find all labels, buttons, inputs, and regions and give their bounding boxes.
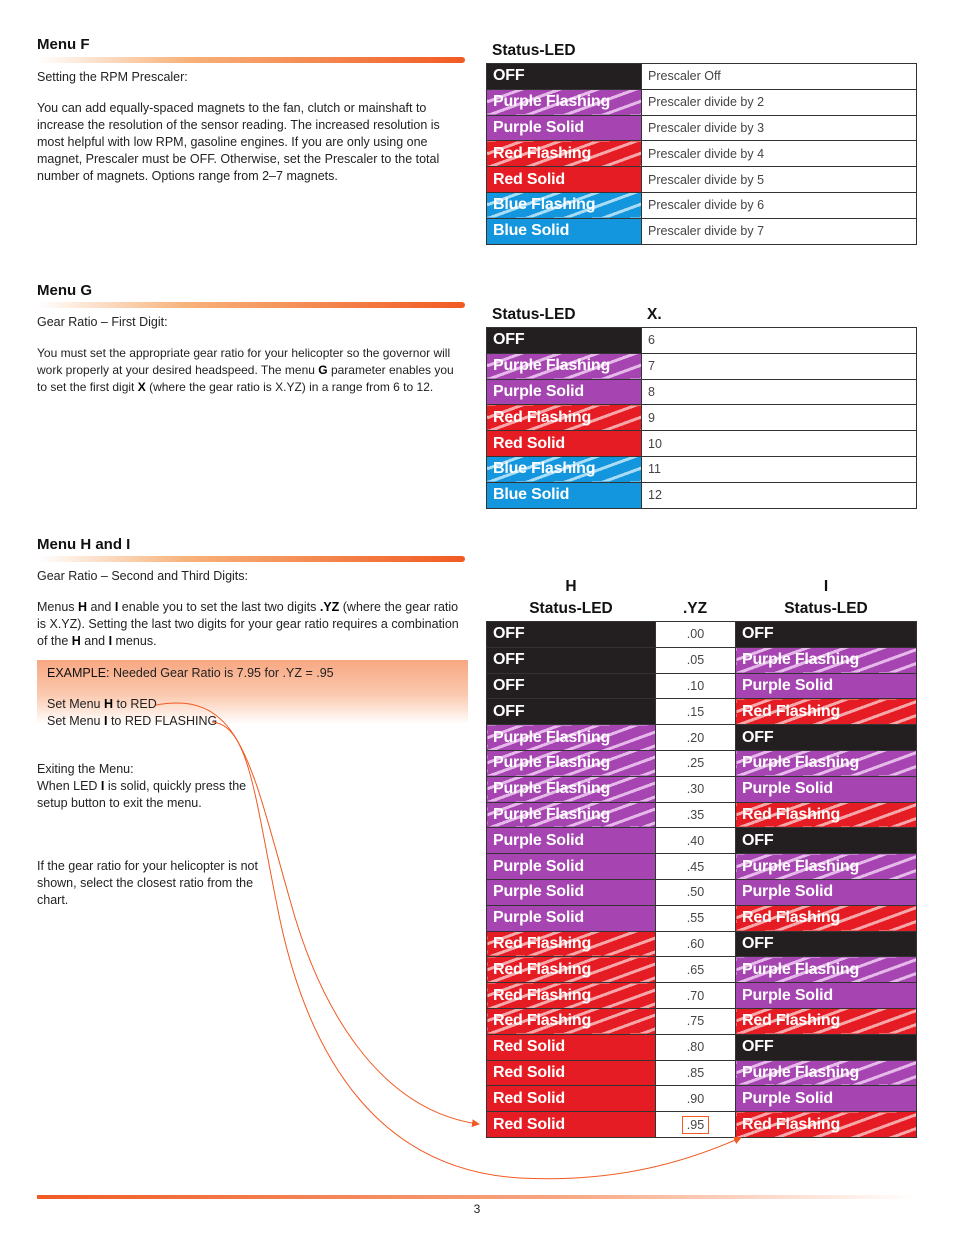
yz-value: .05	[686, 653, 705, 668]
menu-g-table-header-x: X.	[647, 306, 662, 323]
set-menu-i-b: I	[103, 714, 108, 728]
menu-hi-body-b5: I	[108, 634, 113, 648]
set-menu-h-t2: to RED	[113, 697, 157, 711]
first-digit-value-cell: 7	[642, 353, 917, 379]
menu-hi-subtitle: Gear Ratio – Second and Third Digits:	[37, 569, 248, 583]
h-led-cell: Red Flashing	[487, 931, 656, 957]
first-digit-led-cell: Red Solid	[487, 431, 642, 457]
yz-value: .55	[686, 911, 705, 926]
menu-hi-body-t1: Menus	[37, 600, 78, 614]
menu-hi-body-t6: menus.	[112, 634, 157, 648]
set-menu-h-b: H	[103, 697, 114, 711]
yz-value: .60	[686, 936, 705, 951]
header-yz: .YZ	[682, 600, 708, 617]
example-text: Needed Gear Ratio is 7.95 for .YZ = .95	[109, 666, 334, 680]
h-led-cell: OFF	[487, 647, 656, 673]
menu-hi-body-t3: enable you to set the last two digits	[118, 600, 320, 614]
first-digit-value-cell: 9	[642, 405, 917, 431]
prescaler-led-cell: Blue Solid	[487, 218, 642, 244]
menu-hi-body-t4: (where the gear ratio is X.YZ). Setting the last two digits for your gear ratio requires a combination of the	[37, 600, 459, 648]
menu-g-title: Menu G	[37, 282, 92, 299]
menu-hi-body-b1: H	[78, 600, 88, 614]
yz-value: .40	[686, 833, 705, 848]
footer-rule	[37, 1195, 917, 1199]
arrow-to-red-flashing	[212, 722, 740, 1179]
h-led-cell: OFF	[487, 673, 656, 699]
example-label: EXAMPLE:	[47, 666, 110, 680]
prescaler-led-cell: OFF	[487, 64, 642, 90]
prescaler-led-cell: Blue Flashing	[487, 192, 642, 218]
yz-value: .65	[686, 962, 705, 977]
first-digit-value-cell: 11	[642, 456, 917, 482]
h-led-cell: Red Solid	[487, 1034, 656, 1060]
i-led-cell: OFF	[736, 622, 917, 648]
i-led-cell: OFF	[736, 828, 917, 854]
menu-hi-body-t2: and	[87, 600, 115, 614]
i-led-cell: Purple Solid	[736, 673, 917, 699]
menu-f-body: You can add equally-spaced magnets to the fan, clutch or mainshaft to increase the resolution of the sensor reading. The increased resolution is most helpful with low RPM, gasoline engines. If you are only using one magnet, Prescaler must be OFF. Otherwise, set the Prescaler to the total number of magnets. Options range from 2–7 magnets.	[37, 101, 440, 183]
closest-ratio-note: If the gear ratio for your helicopter is not shown, select the closest ratio from the chart.	[37, 859, 258, 907]
first-digit-led-cell: Purple Solid	[487, 379, 642, 405]
yz-value: .20	[686, 730, 705, 745]
set-menu-h-t1: Set Menu	[47, 697, 104, 711]
yz-value: .85	[686, 1065, 705, 1080]
menu-g-body-bold-g: G	[318, 363, 328, 377]
yz-value: .95	[682, 1116, 709, 1134]
i-led-cell: OFF	[736, 1034, 917, 1060]
h-led-cell: Purple Solid	[487, 879, 656, 905]
prescaler-value-cell: Prescaler divide by 6	[642, 192, 917, 218]
yz-value: .90	[686, 1091, 705, 1106]
prescaler-value-cell: Prescaler divide by 5	[642, 167, 917, 193]
h-led-cell: Purple Flashing	[487, 725, 656, 751]
h-led-cell: Red Solid	[487, 1060, 656, 1086]
exit-body-t2: is solid, quickly press the setup button to exit the menu.	[37, 779, 247, 810]
exit-body-t1: When LED	[37, 779, 101, 793]
header-i-status-led: Status-LED	[784, 600, 868, 617]
exit-body-b: I	[100, 779, 105, 793]
first-digit-led-cell: Blue Solid	[487, 482, 642, 508]
h-led-cell: Red Flashing	[487, 957, 656, 983]
arrow-to-red-solid	[156, 703, 478, 1124]
i-led-cell: Red Flashing	[736, 905, 917, 931]
page-number: 3	[473, 1202, 481, 1216]
yz-value: .25	[686, 756, 705, 771]
i-led-cell: OFF	[736, 725, 917, 751]
menu-g-subtitle: Gear Ratio – First Digit:	[37, 315, 168, 329]
i-led-cell: Purple Solid	[736, 1086, 917, 1112]
prescaler-led-cell: Purple Solid	[487, 115, 642, 141]
yz-value: .45	[686, 859, 705, 874]
menu-hi-body-t5: and	[80, 634, 109, 648]
menu-g-body-text-2: parameter enables you to set the first digit	[37, 363, 454, 394]
h-led-cell: Purple Solid	[487, 905, 656, 931]
prescaler-value-cell: Prescaler divide by 3	[642, 115, 917, 141]
set-menu-i-t2: to RED FLASHING	[107, 714, 218, 728]
yz-value: .80	[686, 1040, 705, 1055]
yz-value: .70	[686, 988, 705, 1003]
i-led-cell: Red Flashing	[736, 1008, 917, 1034]
h-led-cell: OFF	[487, 699, 656, 725]
i-led-cell: OFF	[736, 931, 917, 957]
menu-g-body-bold-x: X	[137, 380, 146, 394]
i-led-cell: Red Flashing	[736, 1112, 917, 1138]
menu-f-title: Menu F	[37, 36, 90, 53]
h-led-cell: Purple Flashing	[487, 750, 656, 776]
menu-g-table-header-led: Status-LED	[492, 306, 576, 323]
i-led-cell: Purple Flashing	[736, 854, 917, 880]
h-led-cell: OFF	[487, 622, 656, 648]
set-menu-i-t1: Set Menu	[47, 714, 104, 728]
yz-value: .30	[686, 782, 705, 797]
h-led-cell: Red Solid	[487, 1112, 656, 1138]
yz-value: .75	[686, 1014, 705, 1029]
i-led-cell: Purple Solid	[736, 776, 917, 802]
menu-g-body-text-3: (where the gear ratio is X.YZ) in a range from 6 to 12.	[145, 380, 434, 394]
yz-value: .10	[686, 678, 705, 693]
prescaler-value-cell: Prescaler divide by 2	[642, 89, 917, 115]
menu-f-table-header: Status-LED	[492, 42, 576, 59]
menu-hi-body-b4: H	[71, 634, 81, 648]
prescaler-value-cell: Prescaler divide by 4	[642, 141, 917, 167]
prescaler-led-cell: Red Solid	[487, 167, 642, 193]
first-digit-value-cell: 12	[642, 482, 917, 508]
prescaler-value-cell: Prescaler divide by 7	[642, 218, 917, 244]
i-led-cell: Red Flashing	[736, 699, 917, 725]
yz-value: .35	[686, 807, 705, 822]
first-digit-value-cell: 8	[642, 379, 917, 405]
header-h-status-led: Status-LED	[529, 600, 613, 617]
h-led-cell: Red Flashing	[487, 1008, 656, 1034]
i-led-cell: Purple Solid	[736, 983, 917, 1009]
menu-f-subtitle: Setting the RPM Prescaler:	[37, 70, 188, 84]
i-led-cell: Red Flashing	[736, 802, 917, 828]
prescaler-value-cell: Prescaler Off	[642, 64, 917, 90]
yz-value: .00	[686, 627, 705, 642]
menu-hi-body-b2: I	[114, 600, 119, 614]
h-led-cell: Purple Solid	[487, 854, 656, 880]
yz-value: .50	[686, 885, 705, 900]
menu-g-body-text-1: You must set the appropriate gear ratio for your helicopter so the governor will work properly at your desired headspeed. The menu	[37, 346, 451, 377]
first-digit-value-cell: 10	[642, 431, 917, 457]
header-h-letter: H	[565, 578, 577, 595]
menu-hi-title: Menu H and I	[37, 536, 131, 553]
i-led-cell: Purple Flashing	[736, 1060, 917, 1086]
i-led-cell: Purple Solid	[736, 879, 917, 905]
i-led-cell: Purple Flashing	[736, 750, 917, 776]
first-digit-led-cell: Blue Flashing	[487, 456, 642, 482]
h-led-cell: Red Solid	[487, 1086, 656, 1112]
header-i-letter: I	[823, 578, 829, 595]
h-led-cell: Purple Flashing	[487, 776, 656, 802]
first-digit-led-cell: Purple Flashing	[487, 353, 642, 379]
first-digit-value-cell: 6	[642, 328, 917, 354]
i-led-cell: Purple Flashing	[736, 647, 917, 673]
h-led-cell: Purple Solid	[487, 828, 656, 854]
exit-title: Exiting the Menu:	[37, 762, 134, 776]
prescaler-led-cell: Red Flashing	[487, 141, 642, 167]
h-led-cell: Red Flashing	[487, 983, 656, 1009]
prescaler-led-cell: Purple Flashing	[487, 89, 642, 115]
first-digit-led-cell: Red Flashing	[487, 405, 642, 431]
h-led-cell: Purple Flashing	[487, 802, 656, 828]
menu-hi-body-b3: .YZ	[319, 600, 340, 614]
i-led-cell: Purple Flashing	[736, 957, 917, 983]
yz-value: .15	[686, 704, 705, 719]
first-digit-led-cell: OFF	[487, 328, 642, 354]
